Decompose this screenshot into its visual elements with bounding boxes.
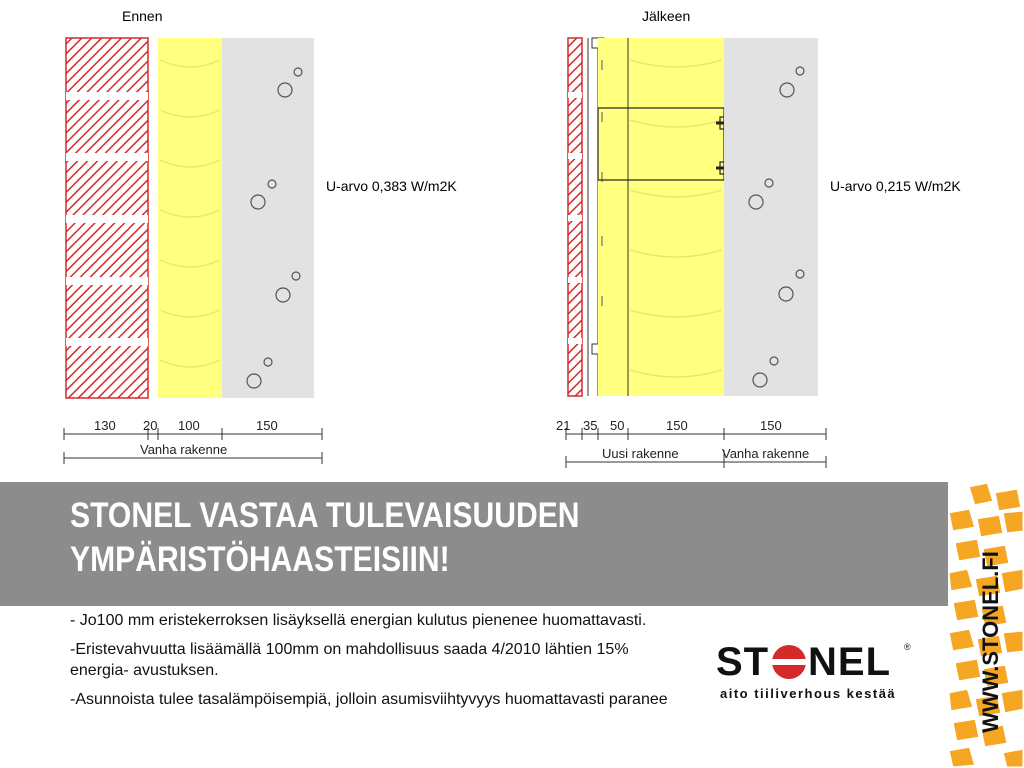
registered-mark: ® <box>904 642 911 652</box>
slide-title-line-2: YMPÄRISTÖHAASTEISIIN! <box>70 540 450 579</box>
bullet-list <box>70 610 690 718</box>
after-caption-old: Vanha rakenne <box>722 446 810 461</box>
stonel-logo <box>716 640 916 684</box>
dim-before-0: 130 <box>94 418 116 433</box>
logo-text-left: ST <box>716 640 770 684</box>
dim-after-2: 50 <box>610 418 625 433</box>
before-label: Ennen <box>122 8 163 24</box>
slide-title-line-1: STONEL VASTAA TULEVAISUUDEN <box>70 496 580 535</box>
dim-after-3: 150 <box>666 418 688 433</box>
after-caption-new: Uusi rakenne <box>602 446 679 461</box>
brick-pattern-decoration <box>948 482 1024 768</box>
after-concrete-layer <box>724 38 818 396</box>
after-label: Jälkeen <box>642 8 691 24</box>
logo-tagline: aito tiiliverhous kestää <box>720 686 897 701</box>
dim-before-1: 20 <box>143 418 158 433</box>
u-value-after: U-arvo 0,215 W/m2K <box>830 178 961 194</box>
bullet-item-3: -Asunnoista tulee tasalämpöisempiä, jolloin asumisviihtyvyys huomattavasti paranee <box>70 691 668 708</box>
website-text: WWW.STONEL.FI <box>978 551 1003 733</box>
logo-text-right: NEL <box>808 640 891 684</box>
dim-before-2: 100 <box>178 418 200 433</box>
dim-after-0: 21 <box>556 418 571 433</box>
new-insulation-layer <box>598 38 724 396</box>
before-caption: Vanha rakenne <box>140 442 228 457</box>
old-insulation-layer <box>158 38 222 398</box>
old-concrete-layer <box>222 38 314 398</box>
dim-after-1: 35 <box>583 418 598 433</box>
new-brick-layer <box>568 38 582 396</box>
bullet-item-2: -Eristevahvuutta lisäämällä 100mm on mahdollisuus saada 4/2010 lähtien 15% energia- avustuksen. <box>70 641 629 679</box>
old-brick-layer <box>66 38 148 398</box>
dim-after-4: 150 <box>760 418 782 433</box>
slide-title <box>70 494 775 582</box>
logo-o-icon <box>772 645 806 679</box>
bullet-item-1: - Jo100 mm eristekerroksen lisäyksellä energian kulutus pienenee huomattavasti. <box>70 612 647 629</box>
u-value-before: U-arvo 0,383 W/m2K <box>326 178 457 194</box>
dim-before-3: 150 <box>256 418 278 433</box>
